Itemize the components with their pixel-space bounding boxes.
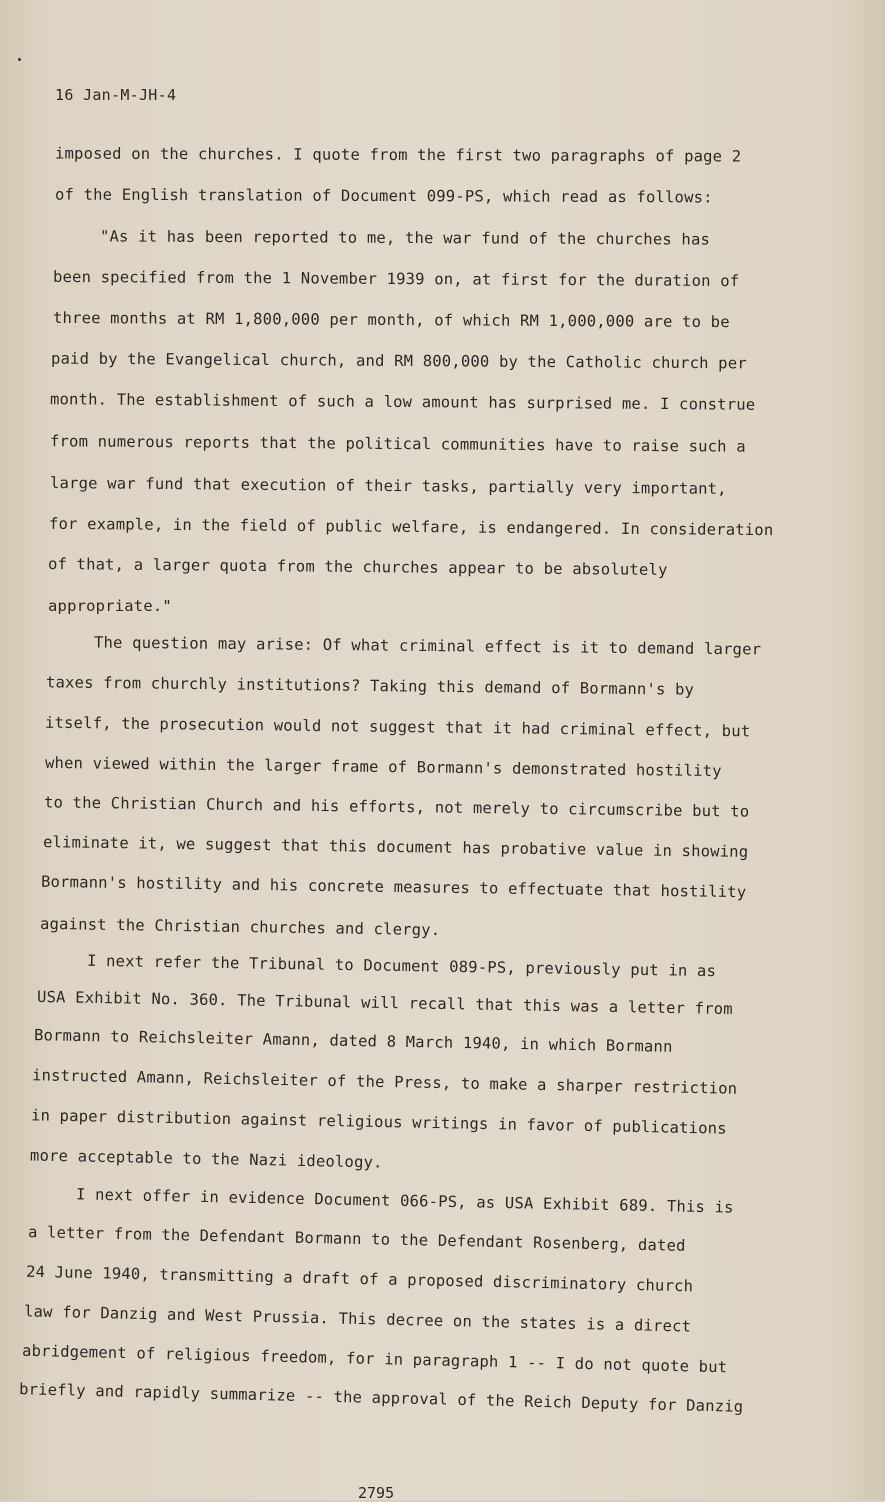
text-line: Bormann to Reichsleiter Amann, dated 8 March 1940, in which Bormann: [33, 1026, 673, 1056]
text-line: instructed Amann, Reichsleiter of the Press, to make a sharper restriction: [31, 1066, 738, 1098]
text-line: month. The establishment of such a low amount has surprised me. I construe: [49, 390, 756, 414]
text-line: "As it has been reported to me, the war fund of the churches has: [99, 227, 711, 249]
text-line: eliminate it, we suggest that this document has probative value in showing: [42, 833, 749, 861]
text-line: appropriate.": [48, 597, 172, 615]
text-line: to the Christian Church and his efforts, not merely to circumscribe but to: [43, 793, 750, 821]
text-line: Bormann's hostility and his concrete measures to effectuate that hostility: [40, 872, 747, 902]
document-reference: 16 Jan-M-JH-4: [55, 86, 177, 104]
text-line: a letter from the Defendant Bormann to the Defendant Rosenberg, dated: [27, 1223, 686, 1255]
text-line: when viewed within the larger frame of Bormann's demonstrated hostility: [44, 753, 722, 781]
text-line: I next refer the Tribunal to Document 089-PS, previously put in as: [86, 951, 717, 981]
text-line: of the English translation of Document 099-PS, which read as follows:: [54, 185, 713, 207]
text-line: itself, the prosecution would not suggest that it had criminal effect, but: [44, 713, 751, 741]
text-line: more acceptable to the Nazi ideology.: [29, 1146, 383, 1172]
text-line: from numerous reports that the political communities have to raise such a: [49, 432, 746, 456]
text-line: law for Danzig and West Prussia. This decree on the states is a direct: [23, 1302, 692, 1336]
text-line: in paper distribution against religious writings in favor of publications: [30, 1106, 727, 1138]
text-line: imposed on the churches. I quote from the first two paragraphs of page 2: [54, 144, 742, 166]
text-line: USA Exhibit No. 360. The Tribunal will recall that this was a letter from: [36, 987, 733, 1019]
text-line: of that, a larger quota from the churches appear to be absolutely: [47, 555, 668, 579]
text-line: paid by the Evangelical church, and RM 800,000 by the Catholic church per: [50, 349, 747, 373]
text-line: briefly and rapidly summarize -- the approval of the Reich Deputy for Danzig: [18, 1380, 744, 1416]
text-line: taxes from churchly institutions? Taking this demand of Bormann's by: [45, 673, 695, 699]
text-line: for example, in the field of public welfare, is endangered. In consideration: [48, 514, 774, 540]
text-line: large war fund that execution of their tasks, partially very important,: [49, 474, 727, 498]
text-line: The question may arise: Of what criminal effect is it to demand larger: [93, 633, 762, 659]
text-line: abridgement of religious freedom, for in paragraph 1 -- I do not quote but: [21, 1341, 728, 1377]
text-line: 24 June 1940, transmitting a draft of a proposed discriminatory church: [25, 1262, 694, 1296]
text-line: three months at RM 1,800,000 per month, of which RM 1,000,000 are to be: [52, 308, 730, 332]
margin-mark: [18, 58, 21, 61]
text-line: I next offer in evidence Document 066-PS, as USA Exhibit 689. This is: [75, 1185, 734, 1217]
text-line: been specified from the 1 November 1939 on, at first for the duration of: [52, 267, 740, 291]
text-line: against the Christian churches and clergy.: [39, 914, 441, 940]
page-number: 2795: [358, 1484, 395, 1502]
